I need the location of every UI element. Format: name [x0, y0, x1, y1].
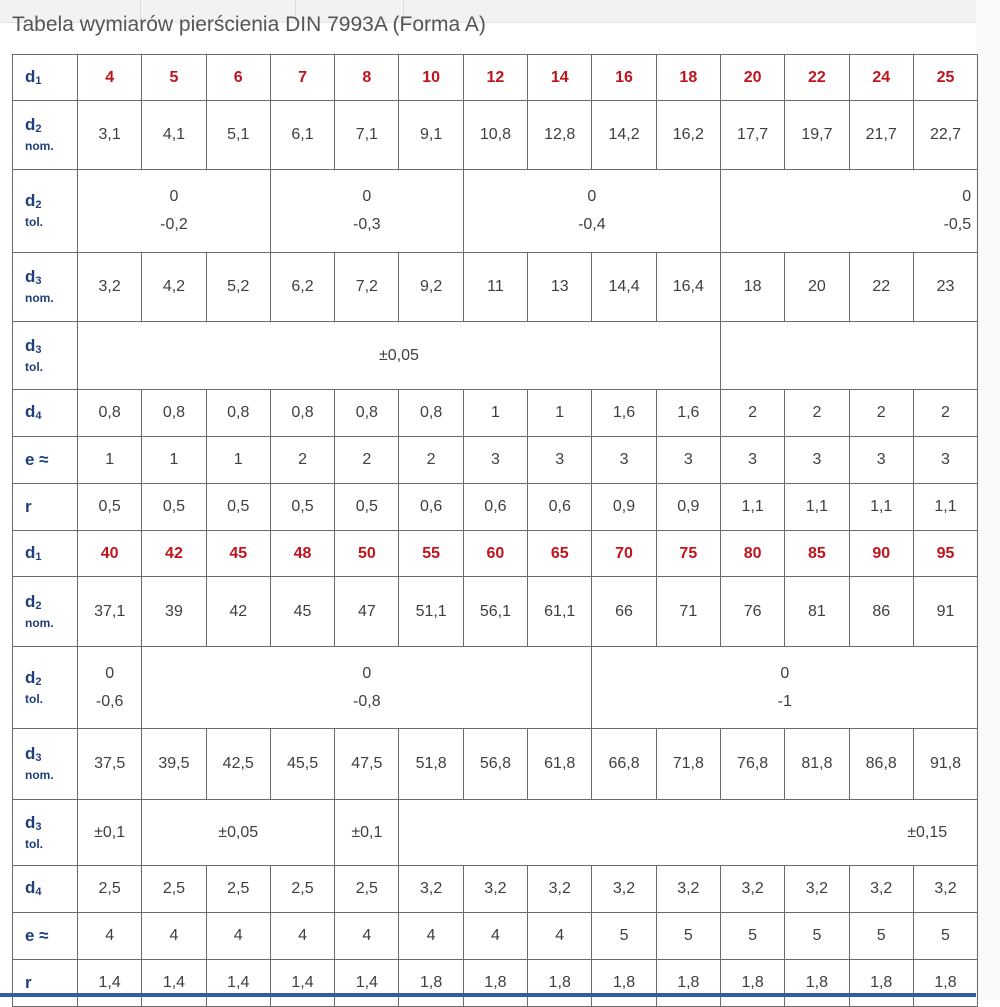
value-cell: 1,8	[399, 960, 463, 1007]
value-cell: 3,2	[720, 866, 784, 913]
value-cell: 3	[913, 437, 977, 484]
value-cell: 2	[913, 390, 977, 437]
value-cell: 2,5	[335, 866, 399, 913]
value-cell: 4	[78, 913, 142, 960]
value-cell: 61,1	[528, 577, 592, 647]
table-row-d1	[13, 531, 978, 577]
value-cell: 4	[335, 913, 399, 960]
row-label-d1: $d_1$	[13, 531, 78, 577]
tolerance-cell-empty	[720, 322, 977, 390]
header-cell: 14	[528, 55, 592, 101]
scroll-gutter	[976, 0, 1000, 1000]
value-cell: 16,2	[656, 101, 720, 170]
value-cell: 0,5	[335, 484, 399, 531]
table-row-d2-nom	[13, 577, 978, 647]
value-cell: 5,2	[206, 253, 270, 322]
table-row-d3-nom	[13, 253, 978, 322]
dimensions-table	[12, 54, 978, 1007]
value-cell: 1,8	[528, 960, 592, 1007]
value-cell: 5	[720, 913, 784, 960]
header-cell: 12	[463, 55, 527, 101]
value-cell: 2	[720, 390, 784, 437]
value-cell: 1,8	[720, 960, 784, 1007]
row-label-d1: $d_1$	[13, 55, 78, 101]
value-cell: 2,5	[206, 866, 270, 913]
value-cell: 0,6	[528, 484, 592, 531]
header-cell: 8	[335, 55, 399, 101]
value-cell: 1,8	[785, 960, 849, 1007]
value-cell: 76,8	[720, 729, 784, 800]
header-cell: 70	[592, 531, 656, 577]
value-cell: 1	[78, 437, 142, 484]
tolerance-cell: 0 -0,2	[78, 170, 271, 253]
value-cell: 0,8	[142, 390, 206, 437]
value-cell: 18	[720, 253, 784, 322]
value-cell: 12,8	[528, 101, 592, 170]
value-cell: 37,1	[78, 577, 142, 647]
value-cell: 0,8	[399, 390, 463, 437]
value-cell: 3,2	[528, 866, 592, 913]
table-row-d3-tol	[13, 800, 978, 866]
value-cell: 2,5	[270, 866, 334, 913]
value-cell: 3	[849, 437, 913, 484]
row-label-d3-nom: $d_3$ nom.	[13, 253, 78, 322]
value-cell: 21,7	[849, 101, 913, 170]
value-cell: 19,7	[785, 101, 849, 170]
header-cell: 7	[270, 55, 334, 101]
header-cell: 16	[592, 55, 656, 101]
value-cell: 42	[206, 577, 270, 647]
value-cell: 0,8	[270, 390, 334, 437]
tolerance-cell: 0 -0,8	[142, 647, 592, 729]
value-cell: 81,8	[785, 729, 849, 800]
tolerance-cell: 0 -0,4	[463, 170, 720, 253]
value-cell: 1,1	[849, 484, 913, 531]
value-cell: 9,2	[399, 253, 463, 322]
value-cell: 45,5	[270, 729, 334, 800]
value-cell: 0,5	[78, 484, 142, 531]
value-cell: 3	[785, 437, 849, 484]
row-label-e: e ≈	[13, 437, 78, 484]
value-cell: 4	[399, 913, 463, 960]
table-row-e	[13, 913, 978, 960]
value-cell: 66,8	[592, 729, 656, 800]
header-cell: 80	[720, 531, 784, 577]
tolerance-cell: 0 -1	[592, 647, 978, 729]
value-cell: 51,8	[399, 729, 463, 800]
value-cell: 1,1	[720, 484, 784, 531]
tolerance-cell: ±0,15	[399, 800, 978, 866]
value-cell: 1,8	[849, 960, 913, 1007]
value-cell: 1,4	[270, 960, 334, 1007]
value-cell: 3,2	[785, 866, 849, 913]
value-cell: 3,2	[656, 866, 720, 913]
value-cell: 4	[270, 913, 334, 960]
header-cell: 90	[849, 531, 913, 577]
value-cell: 16,4	[656, 253, 720, 322]
value-cell: 0,6	[399, 484, 463, 531]
header-cell: 85	[785, 531, 849, 577]
header-cell: 18	[656, 55, 720, 101]
value-cell: 4	[528, 913, 592, 960]
value-cell: 4,2	[142, 253, 206, 322]
value-cell: 45	[270, 577, 334, 647]
value-cell: 51,1	[399, 577, 463, 647]
value-cell: 0,5	[206, 484, 270, 531]
page-title: Tabela wymiarów pierścienia DIN 7993A (Forma A)	[12, 13, 486, 36]
value-cell: 39	[142, 577, 206, 647]
value-cell: 1	[206, 437, 270, 484]
value-cell: 14,4	[592, 253, 656, 322]
tolerance-cell: ±0,1	[78, 800, 142, 866]
value-cell: 0,9	[656, 484, 720, 531]
value-cell: 56,1	[463, 577, 527, 647]
value-cell: 2	[335, 437, 399, 484]
row-label-d3-nom: $d_3$ nom.	[13, 729, 78, 800]
header-cell: 50	[335, 531, 399, 577]
value-cell: 9,1	[399, 101, 463, 170]
header-cell: 20	[720, 55, 784, 101]
value-cell: 2	[849, 390, 913, 437]
value-cell: 3	[528, 437, 592, 484]
header-cell: 45	[206, 531, 270, 577]
value-cell: 71,8	[656, 729, 720, 800]
value-cell: 7,2	[335, 253, 399, 322]
value-cell: 5	[913, 913, 977, 960]
value-cell: 1	[142, 437, 206, 484]
value-cell: 3,1	[78, 101, 142, 170]
row-label-d3-tol: $d_3$ tol.	[13, 800, 78, 866]
value-cell: 1,8	[656, 960, 720, 1007]
header-cell: 6	[206, 55, 270, 101]
value-cell: 7,1	[335, 101, 399, 170]
header-cell: 55	[399, 531, 463, 577]
value-cell: 1	[463, 390, 527, 437]
value-cell: 5	[656, 913, 720, 960]
value-cell: 4	[463, 913, 527, 960]
value-cell: 3	[463, 437, 527, 484]
row-label-e: e ≈	[13, 913, 78, 960]
value-cell: 42,5	[206, 729, 270, 800]
value-cell: 5	[785, 913, 849, 960]
value-cell: 1	[528, 390, 592, 437]
table-row-d2-tol	[13, 170, 978, 253]
tolerance-cell: ±0,1	[335, 800, 399, 866]
header-cell: 5	[142, 55, 206, 101]
value-cell: 1,8	[592, 960, 656, 1007]
header-cell: 42	[142, 531, 206, 577]
header-cell: 4	[78, 55, 142, 101]
header-cell: 25	[913, 55, 977, 101]
value-cell: 0,8	[78, 390, 142, 437]
tolerance-cell: ±0,05	[142, 800, 335, 866]
value-cell: 2	[270, 437, 334, 484]
header-cell: 40	[78, 531, 142, 577]
bottom-divider	[0, 993, 976, 997]
value-cell: 4	[142, 913, 206, 960]
table-row-d3-tol	[13, 322, 978, 390]
tolerance-cell: 0 -0,3	[270, 170, 463, 253]
table-row-d3-nom	[13, 729, 978, 800]
value-cell: 0,6	[463, 484, 527, 531]
header-cell: 60	[463, 531, 527, 577]
value-cell: 3,2	[463, 866, 527, 913]
value-cell: 3,2	[849, 866, 913, 913]
value-cell: 86,8	[849, 729, 913, 800]
table-row-d2-nom	[13, 101, 978, 170]
row-label-r: r	[13, 960, 78, 1007]
value-cell: 1,4	[78, 960, 142, 1007]
value-cell: 13	[528, 253, 592, 322]
value-cell: 10,8	[463, 101, 527, 170]
value-cell: 1,1	[913, 484, 977, 531]
table-row-r	[13, 484, 978, 531]
value-cell: 6,1	[270, 101, 334, 170]
value-cell: 76	[720, 577, 784, 647]
value-cell: 66	[592, 577, 656, 647]
value-cell: 1,4	[206, 960, 270, 1007]
header-cell: 75	[656, 531, 720, 577]
value-cell: 22	[849, 253, 913, 322]
value-cell: 1,8	[463, 960, 527, 1007]
value-cell: 91,8	[913, 729, 977, 800]
value-cell: 1,1	[785, 484, 849, 531]
table-row-e	[13, 437, 978, 484]
value-cell: 2	[399, 437, 463, 484]
value-cell: 2	[785, 390, 849, 437]
row-label-d2-tol: $d_2$ tol.	[13, 647, 78, 729]
value-cell: 6,2	[270, 253, 334, 322]
table-row-d2-tol	[13, 647, 978, 729]
value-cell: 81	[785, 577, 849, 647]
value-cell: 11	[463, 253, 527, 322]
value-cell: 0,5	[270, 484, 334, 531]
value-cell: 2,5	[78, 866, 142, 913]
value-cell: 71	[656, 577, 720, 647]
value-cell: 14,2	[592, 101, 656, 170]
tolerance-cell: ±0,05	[78, 322, 721, 390]
value-cell: 1,4	[335, 960, 399, 1007]
value-cell: 47	[335, 577, 399, 647]
value-cell: 91	[913, 577, 977, 647]
value-cell: 1,4	[142, 960, 206, 1007]
value-cell: 1,8	[913, 960, 977, 1007]
value-cell: 3,2	[592, 866, 656, 913]
header-cell: 24	[849, 55, 913, 101]
value-cell: 20	[785, 253, 849, 322]
value-cell: 4,1	[142, 101, 206, 170]
value-cell: 86	[849, 577, 913, 647]
value-cell: 56,8	[463, 729, 527, 800]
value-cell: 3	[656, 437, 720, 484]
value-cell: 2,5	[142, 866, 206, 913]
value-cell: 37,5	[78, 729, 142, 800]
value-cell: 5	[849, 913, 913, 960]
value-cell: 0,8	[335, 390, 399, 437]
value-cell: 5,1	[206, 101, 270, 170]
row-label-d3-tol: $d_3$ tol.	[13, 322, 78, 390]
value-cell: 61,8	[528, 729, 592, 800]
tolerance-cell: 0 -0,5	[720, 170, 977, 253]
value-cell: 1,6	[592, 390, 656, 437]
value-cell: 22,7	[913, 101, 977, 170]
value-cell: 39,5	[142, 729, 206, 800]
header-cell: 10	[399, 55, 463, 101]
value-cell: 23	[913, 253, 977, 322]
value-cell: 1,6	[656, 390, 720, 437]
header-cell: 48	[270, 531, 334, 577]
value-cell: 3,2	[399, 866, 463, 913]
header-cell: 95	[913, 531, 977, 577]
value-cell: 17,7	[720, 101, 784, 170]
row-label-r: r	[13, 484, 78, 531]
value-cell: 3,2	[78, 253, 142, 322]
value-cell: 4	[206, 913, 270, 960]
row-label-d4: $d_4$	[13, 390, 78, 437]
tolerance-cell: 0 -0,6	[78, 647, 142, 729]
table-row-d4	[13, 390, 978, 437]
header-cell: 65	[528, 531, 592, 577]
value-cell: 3	[592, 437, 656, 484]
value-cell: 0,5	[142, 484, 206, 531]
row-label-d2-nom: $d_2$ nom.	[13, 577, 78, 647]
row-label-d2-nom: $d_2$ nom.	[13, 101, 78, 170]
table-row-d4	[13, 866, 978, 913]
value-cell: 3	[720, 437, 784, 484]
row-label-d2-tol: $d_2$ tol.	[13, 170, 78, 253]
value-cell: 47,5	[335, 729, 399, 800]
value-cell: 3,2	[913, 866, 977, 913]
header-cell: 22	[785, 55, 849, 101]
table-row-r	[13, 960, 978, 1007]
table-row-d1	[13, 55, 978, 101]
value-cell: 5	[592, 913, 656, 960]
row-label-d4: $d_4$	[13, 866, 78, 913]
value-cell: 0,9	[592, 484, 656, 531]
value-cell: 0,8	[206, 390, 270, 437]
